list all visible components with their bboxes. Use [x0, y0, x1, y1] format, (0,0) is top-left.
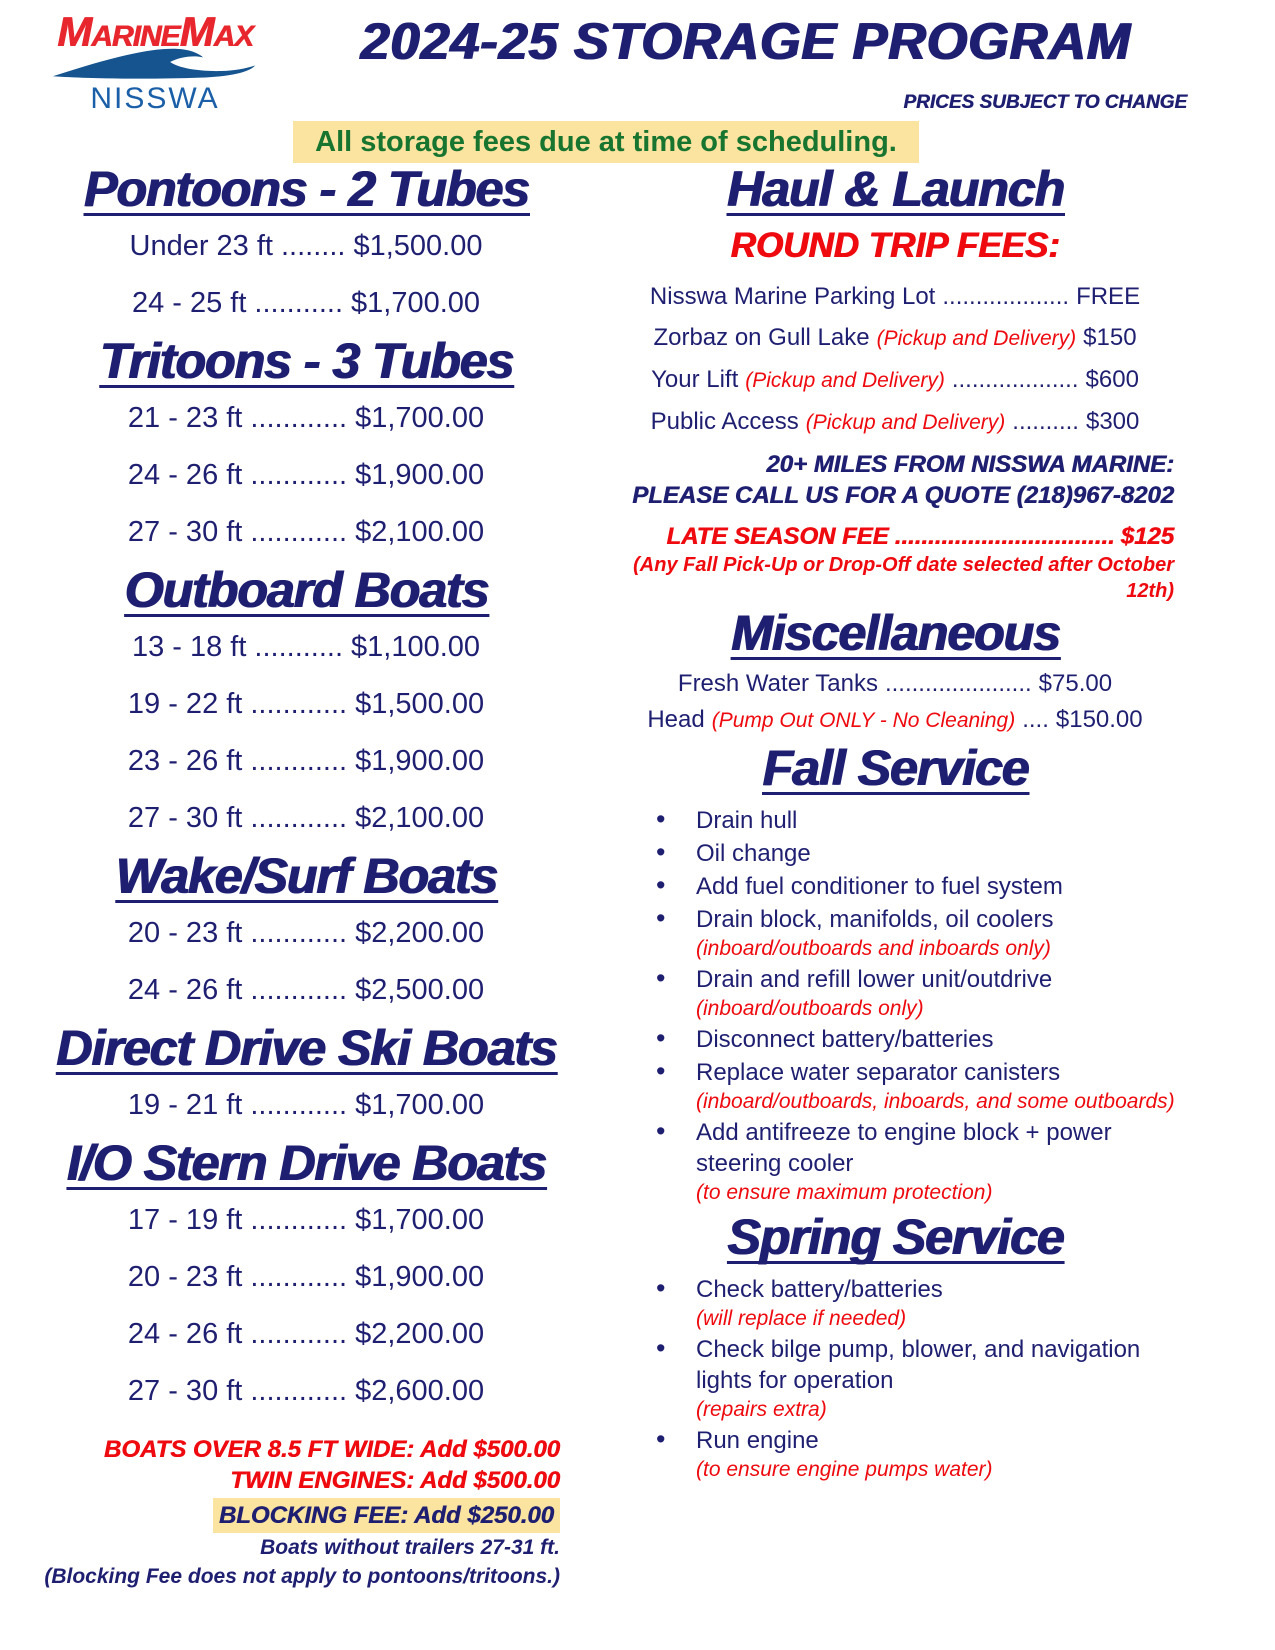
leader-dots: ............ [250, 745, 348, 777]
service-item [696, 964, 1192, 1022]
service-item [696, 1274, 1192, 1332]
price-row [20, 790, 592, 847]
boat-size: 24 - 25 ft [131, 287, 247, 319]
fee-label: Your Lift [651, 366, 739, 393]
price-value: $1,700.00 [355, 1089, 485, 1121]
round-trip-fees-label: ROUND TRIP FEES: [730, 226, 1060, 265]
leader-dots: ................................. [894, 523, 1115, 550]
leader-dots: ............ [250, 516, 348, 548]
price-row [20, 962, 592, 1019]
leader-dots: ............ [250, 1375, 348, 1407]
price-list [20, 390, 592, 561]
section-title: Haul & Launch [726, 161, 1064, 217]
blocking-fee-wrap [20, 1498, 560, 1533]
leader-dots: .......... [1012, 408, 1079, 435]
service-text: • Disconnect battery/batteries [696, 1026, 994, 1053]
haul-fee-list [598, 276, 1192, 443]
section-title: Pontoons - 2 Tubes [83, 161, 529, 217]
fee-price: $600 [1085, 366, 1139, 393]
price-row [20, 1249, 592, 1306]
price-row [20, 447, 592, 504]
fee-label: Nisswa Marine Parking Lot [649, 283, 936, 310]
service-note: (inboard/outboards, inboards, and some outboards) [696, 1090, 1175, 1113]
fees-due-banner-text: All storage fees due at time of scheduling. [315, 126, 897, 158]
fee-row [598, 317, 1192, 359]
leader-dots: ............ [250, 402, 348, 434]
price-value: $2,600.00 [355, 1375, 485, 1407]
boat-size: 24 - 26 ft [127, 1318, 243, 1350]
fee-price: $150.00 [1055, 706, 1143, 733]
price-row [20, 390, 592, 447]
fee-price: $150 [1083, 324, 1137, 351]
section-title: Tritoons - 3 Tubes [99, 333, 513, 389]
fee-note: (Pickup and Delivery) [805, 411, 1006, 434]
leader-dots: ........... [254, 287, 344, 319]
boat-size: 24 - 26 ft [127, 974, 243, 1006]
wordmark-part: AX [213, 20, 254, 53]
page-title: 2024-25 STORAGE PROGRAM [359, 13, 1131, 71]
twin-engines-note: TWIN ENGINES: Add $500.00 [230, 1467, 560, 1494]
services-column [598, 160, 1192, 1485]
price-value: $2,100.00 [355, 516, 485, 548]
section-tritoons [20, 332, 592, 561]
boat-size: 19 - 22 ft [127, 688, 243, 720]
late-season-note: (Any Fall Pick-Up or Drop-Off date selected after October 12th) [633, 554, 1174, 602]
price-value: $1,500.00 [355, 688, 485, 720]
service-item [696, 838, 1192, 869]
leader-dots: ............ [250, 917, 348, 949]
boat-size: 20 - 23 ft [127, 917, 243, 949]
late-season-fee-row [598, 521, 1174, 552]
fee-price: $300 [1085, 408, 1140, 435]
blocking-fee-sub2: (Blocking Fee does not apply to pontoons/tritoons.) [44, 1565, 560, 1588]
leader-dots: ............ [250, 1089, 348, 1121]
marinemax-logo [35, 8, 275, 116]
leader-dots: ........ [281, 230, 346, 262]
marinemax-wordmark [35, 8, 275, 56]
price-value: $2,500.00 [355, 974, 485, 1006]
service-text: • Oil change [696, 840, 811, 867]
price-row [20, 1306, 592, 1363]
fee-note: (Pump Out ONLY - No Cleaning) [711, 709, 1016, 732]
service-item [696, 1024, 1192, 1055]
fee-note: (Pickup and Delivery) [745, 369, 945, 392]
price-value: $1,900.00 [355, 459, 485, 491]
section-direct-drive [20, 1019, 592, 1134]
service-note: (will replace if needed) [696, 1307, 907, 1330]
service-item [696, 904, 1192, 962]
service-text: • Run engine [696, 1427, 819, 1454]
dealer-location: NISSWA [90, 82, 220, 116]
price-value: $1,900.00 [355, 745, 485, 777]
section-miscellaneous [598, 604, 1192, 739]
section-fall-service [598, 739, 1192, 1206]
leader-dots: ............ [250, 974, 348, 1006]
wordmark-part: ARINE [90, 20, 180, 53]
fee-row [598, 359, 1192, 401]
service-note: (to ensure engine pumps water) [696, 1458, 993, 1481]
service-text: • Replace water separator canisters [696, 1059, 1061, 1086]
boat-size: 13 - 18 ft [131, 631, 247, 663]
fee-label: LATE SEASON FEE [666, 523, 889, 550]
section-title: Fall Service [762, 740, 1028, 796]
leader-dots: ........... [254, 631, 344, 663]
price-row [20, 676, 592, 733]
price-list [20, 905, 592, 1019]
price-row [20, 905, 592, 962]
boat-size: 23 - 26 ft [127, 745, 243, 777]
boat-size: 27 - 30 ft [127, 516, 243, 548]
boat-size: 27 - 30 ft [127, 1375, 243, 1407]
leader-dots: ................... [951, 366, 1079, 393]
section-title: Wake/Surf Boats [115, 848, 497, 904]
section-wake-surf [20, 847, 592, 1019]
price-list [20, 619, 592, 847]
distance-quote-line1: 20+ MILES FROM NISSWA MARINE: [766, 451, 1174, 478]
boat-size: 19 - 21 ft [127, 1089, 243, 1121]
distance-quote-line2: PLEASE CALL US FOR A QUOTE (218)967-8202 [632, 482, 1174, 509]
fee-label: Fresh Water Tanks [677, 670, 878, 697]
leader-dots: ...................... [884, 670, 1032, 697]
section-io-stern-drive [20, 1134, 592, 1420]
fee-row [598, 401, 1192, 443]
fees-due-banner [293, 121, 919, 163]
service-text: • Check bilge pump, blower, and navigation lights for operation [696, 1336, 1141, 1394]
section-outboard [20, 561, 592, 847]
fee-price: $125 [1120, 523, 1174, 550]
leader-dots: ................... [942, 283, 1070, 310]
fee-price: FREE [1076, 283, 1141, 310]
boat-size: 20 - 23 ft [127, 1261, 243, 1293]
service-item [696, 1117, 1192, 1206]
section-spring-service [598, 1208, 1192, 1483]
blocking-fee-sub1: Boats without trailers 27-31 ft. [260, 1536, 560, 1559]
price-row [20, 1363, 592, 1420]
spring-service-list [598, 1274, 1192, 1483]
price-list [20, 1077, 592, 1134]
section-title: Direct Drive Ski Boats [55, 1020, 557, 1076]
fee-price: $75.00 [1038, 670, 1113, 697]
fee-label: Zorbaz on Gull Lake [653, 324, 870, 351]
wide-boats-note: BOATS OVER 8.5 FT WIDE: Add $500.00 [103, 1436, 560, 1463]
price-row [20, 1077, 592, 1134]
service-note: (to ensure maximum protection) [696, 1181, 993, 1204]
price-list [20, 1192, 592, 1420]
price-row [20, 733, 592, 790]
leader-dots: ............ [250, 1261, 348, 1293]
fee-row [598, 702, 1192, 739]
price-value: $1,700.00 [351, 287, 481, 319]
distance-quote-note [598, 449, 1192, 511]
prices-disclaimer: PRICES SUBJECT TO CHANGE [903, 92, 1187, 113]
service-item [696, 1057, 1192, 1115]
fee-row [598, 276, 1192, 317]
service-note: (inboard/outboards only) [696, 997, 924, 1020]
price-row [20, 275, 592, 332]
service-item [696, 805, 1192, 836]
service-item [696, 1334, 1192, 1423]
service-text: • Drain hull [696, 807, 798, 834]
boat-size: 24 - 26 ft [127, 459, 243, 491]
boat-size: Under 23 ft [129, 230, 273, 262]
section-title: Outboard Boats [124, 562, 488, 618]
price-value: $1,100.00 [351, 631, 481, 663]
late-season-block [598, 521, 1192, 604]
leader-dots: ............ [250, 1204, 348, 1236]
service-note: (repairs extra) [696, 1398, 827, 1421]
fall-service-list [598, 805, 1192, 1206]
fee-label: Public Access [650, 408, 799, 435]
section-title: Miscellaneous [730, 605, 1060, 661]
fee-label: Head [647, 706, 705, 733]
leader-dots: ............ [250, 459, 348, 491]
surcharge-notes [20, 1434, 592, 1591]
wordmark-part: M [179, 8, 214, 55]
leader-dots: ............ [250, 1318, 348, 1350]
service-text: • Drain block, manifolds, oil coolers [696, 906, 1054, 933]
service-item [696, 1425, 1192, 1483]
service-text: • Add antifreeze to engine block + power steering cooler [696, 1119, 1112, 1177]
leader-dots: ............ [250, 688, 348, 720]
service-text: • Check battery/batteries [696, 1276, 943, 1303]
section-haul-launch [598, 160, 1192, 604]
price-row [20, 619, 592, 676]
price-list [20, 218, 592, 332]
section-title: Spring Service [726, 1209, 1064, 1265]
service-item [696, 871, 1192, 902]
boat-size: 27 - 30 ft [127, 802, 243, 834]
blocking-fee-note: BLOCKING FEE: Add $250.00 [213, 1498, 560, 1533]
section-title: I/O Stern Drive Boats [66, 1135, 546, 1191]
wordmark-part: M [56, 8, 91, 55]
price-value: $2,200.00 [355, 1318, 485, 1350]
storage-prices-column [20, 160, 592, 1591]
leader-dots: .... [1022, 706, 1049, 733]
price-value: $1,500.00 [353, 230, 483, 262]
boat-size: 21 - 23 ft [127, 402, 243, 434]
service-note: (inboard/outboards and inboards only) [696, 937, 1051, 960]
price-value: $2,100.00 [355, 802, 485, 834]
price-value: $2,200.00 [355, 917, 485, 949]
service-text: • Add fuel conditioner to fuel system [696, 873, 1063, 900]
fee-row [598, 666, 1192, 702]
price-value: $1,700.00 [355, 402, 485, 434]
boat-size: 17 - 19 ft [127, 1204, 243, 1236]
service-text: • Drain and refill lower unit/outdrive [696, 966, 1053, 993]
price-row [20, 504, 592, 561]
price-value: $1,900.00 [355, 1261, 485, 1293]
price-row [20, 218, 592, 275]
leader-dots: ............ [250, 802, 348, 834]
price-value: $1,700.00 [355, 1204, 485, 1236]
misc-fee-list [598, 666, 1192, 739]
price-row [20, 1192, 592, 1249]
section-pontoons [20, 160, 592, 332]
fee-note: (Pickup and Delivery) [876, 327, 1077, 350]
